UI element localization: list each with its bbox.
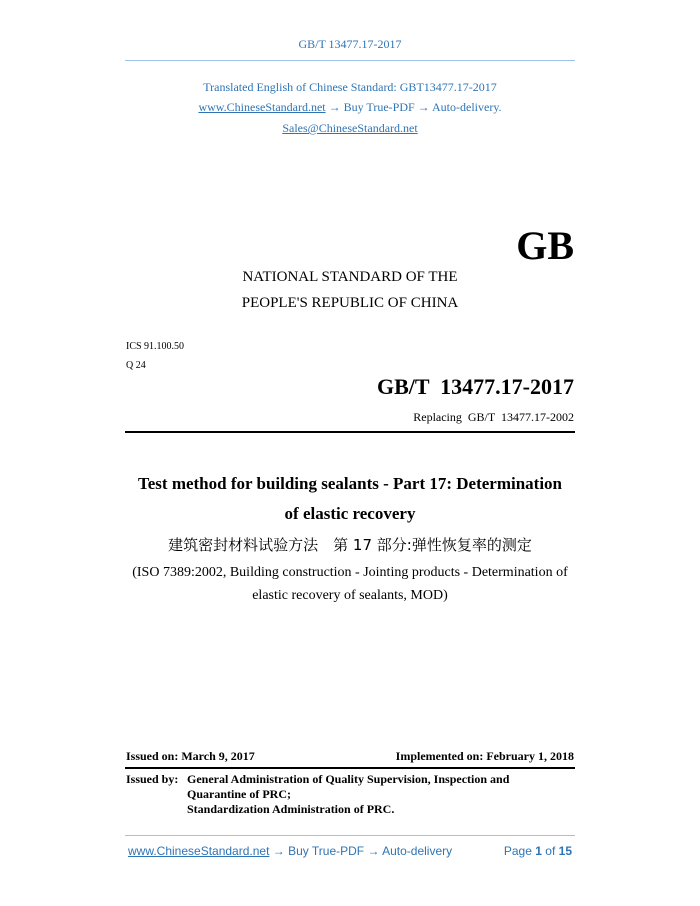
notice-email-link[interactable]: Sales@ChineseStandard.net: [282, 121, 418, 135]
footer-rule: [125, 835, 575, 836]
standard-rule: [125, 431, 575, 433]
notice-site-line: [0, 100, 700, 115]
page-of: of: [545, 844, 556, 858]
footer-site-line: [128, 844, 452, 858]
chinese-title: 建筑密封材料试验方法 第 17 部分:弹性恢复率的测定: [168, 536, 532, 554]
page-total: 15: [558, 844, 572, 858]
page-current: 1: [535, 844, 542, 858]
title-line-2: of elastic recovery: [284, 504, 416, 523]
replacing-note: Replacing GB/T 13477.17-2002: [413, 410, 574, 424]
footer-site-suffix: → Buy True-PDF → Auto-delivery: [269, 844, 453, 858]
page-indicator: [504, 844, 572, 858]
header-standard-code: GB/T 13477.17-2017: [298, 37, 402, 51]
gb-mark: GB: [516, 223, 574, 268]
national-standard-line-2: PEOPLE'S REPUBLIC OF CHINA: [241, 295, 459, 311]
iso-reference-line-2: elastic recovery of sealants, MOD): [252, 588, 448, 603]
footer-site-link[interactable]: www.ChineseStandard.net: [128, 844, 270, 858]
notice-site-link[interactable]: www.ChineseStandard.net: [198, 100, 326, 114]
national-standard-line-1: NATIONAL STANDARD OF THE: [242, 269, 458, 285]
header-rule: [125, 60, 575, 61]
issued-by-line-1: General Administration of Quality Supervision, Inspection and: [187, 772, 510, 786]
ccs-code: Q 24: [126, 360, 146, 371]
implemented-on-date: Implemented on: February 1, 2018: [395, 749, 574, 763]
title-line-1: Test method for building sealants - Part 17: Determination: [137, 474, 563, 493]
notice-email-line: [0, 121, 700, 136]
page-label: Page: [503, 844, 532, 858]
notice-line: Translated English of Chinese Standard: GBT13477.17-2017: [203, 80, 497, 94]
issued-by-line-3: Standardization Administration of PRC.: [187, 802, 395, 816]
standard-number: GB/T 13477.17-2017: [376, 374, 574, 399]
issued-by-label: Issued by:: [126, 772, 179, 786]
issued-by-line-2: Quarantine of PRC;: [187, 787, 291, 801]
notice-site-suffix: → Buy True-PDF → Auto-delivery.: [325, 100, 502, 114]
ics-code: ICS 91.100.50: [126, 341, 185, 352]
iso-reference-line-1: (ISO 7389:2002, Building construction - Jointing products - Determination of: [132, 565, 568, 580]
dates-rule: [125, 767, 575, 769]
issued-on-date: Issued on: March 9, 2017: [126, 749, 255, 763]
